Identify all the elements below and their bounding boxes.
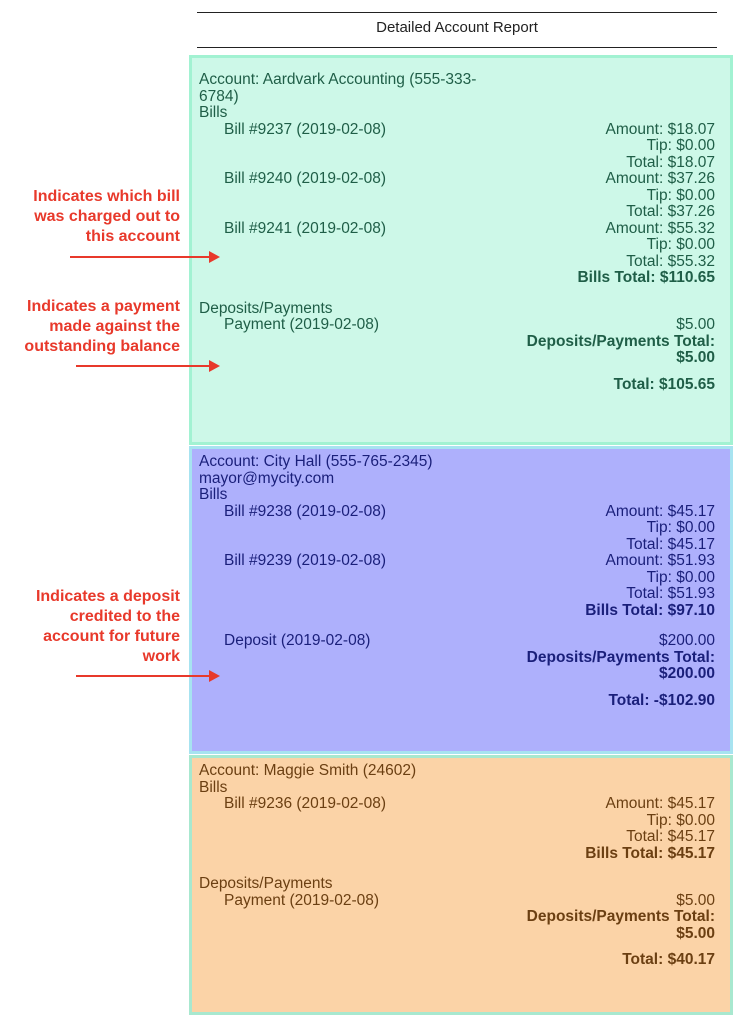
bill-label: Bill #9238 (2019-02-08): [224, 502, 386, 520]
account-section-city-hall: [189, 446, 733, 754]
bill-row: [199, 171, 715, 221]
arrow-right-icon: [76, 365, 210, 367]
bill-amounts: [606, 553, 715, 603]
deposit-amount: $5.00: [676, 316, 715, 333]
bill-tip: Tip: $0.00: [646, 811, 715, 829]
bill-total: Total: $45.17: [626, 535, 715, 553]
deposits-total-label: Deposits/Payments Total:: [526, 332, 715, 350]
deposits-total-label: Deposits/Payments Total:: [526, 648, 715, 666]
annotation-deposit: Indicates a deposit credited to the account for future work: [35, 588, 180, 665]
annotation-bill-charged: Indicates which bill was charged out to this account: [33, 188, 180, 245]
report-title: Detailed Account Report: [376, 19, 538, 36]
bill-label: Bill #9236 (2019-02-08): [224, 795, 386, 812]
bills-total: Bills Total: $97.10: [585, 601, 715, 619]
bill-amounts: [606, 796, 715, 846]
account-grand-total: Total: $105.65: [613, 375, 715, 393]
deposit-label: Payment (2019-02-08): [224, 316, 380, 333]
deposit-row: [199, 633, 715, 650]
bill-tip: Tip: $0.00: [646, 186, 715, 204]
bill-amount: Amount: $55.32: [605, 219, 715, 237]
bill-tip: Tip: $0.00: [646, 519, 715, 536]
bill-label: Bill #9239 (2019-02-08): [224, 552, 386, 569]
bill-label: Bill #9240 (2019-02-08): [224, 170, 386, 187]
deposits-total-value: $5.00: [676, 924, 715, 942]
bill-tip: Tip: $0.00: [646, 568, 715, 586]
deposit-row: [199, 317, 715, 334]
arrow-right-icon: [76, 675, 210, 677]
bill-total: Total: $37.26: [626, 203, 715, 220]
bill-amount: Amount: $51.93: [605, 552, 715, 569]
bill-row: [199, 122, 715, 172]
deposit-amount: $200.00: [658, 632, 715, 649]
bills-heading: Bills: [199, 486, 228, 503]
account-section-maggie-smith: [189, 755, 733, 1015]
account-name: Account: Maggie Smith (24602): [199, 762, 417, 779]
bills-heading: Bills: [199, 104, 228, 121]
bill-amounts: [606, 171, 715, 221]
bill-amounts: [606, 221, 715, 271]
bill-total: Total: $51.93: [626, 585, 715, 602]
annotation-payment: Indicates a payment made against the outstanding balance: [24, 298, 180, 355]
bills-heading: Bills: [199, 778, 228, 796]
bill-amount: Amount: $18.07: [605, 120, 715, 138]
title-rule-bottom: [197, 47, 717, 48]
bill-row: [199, 221, 715, 271]
bill-label: Bill #9241 (2019-02-08): [224, 219, 386, 237]
deposit-label: Payment (2019-02-08): [224, 891, 380, 909]
bill-row: [199, 504, 715, 554]
deposits-heading: Deposits/Payments: [199, 875, 333, 892]
deposit-label: Deposit (2019-02-08): [224, 632, 371, 649]
bill-total: Total: $18.07: [626, 153, 715, 171]
bill-tip: Tip: $0.00: [646, 236, 715, 253]
bills-total: Bills Total: $110.65: [577, 269, 715, 286]
bill-row: [199, 553, 715, 603]
bill-amount: Amount: $45.17: [605, 795, 715, 812]
account-name: Account: Aardvark Accounting (555-333-6784): [199, 71, 477, 105]
bill-total: Total: $55.32: [626, 252, 715, 270]
deposits-total-value: $200.00: [658, 665, 715, 682]
bill-row: [199, 796, 715, 846]
deposit-amount: $5.00: [676, 891, 715, 909]
bill-amount: Amount: $37.26: [605, 170, 715, 187]
bill-amounts: [606, 504, 715, 554]
bills-total: Bills Total: $45.17: [585, 844, 715, 862]
deposits-total-value: $5.00: [676, 349, 715, 366]
account-name: Account: City Hall (555-765-2345): [199, 453, 433, 470]
account-grand-total: Total: -$102.90: [608, 691, 715, 709]
bill-tip: Tip: $0.00: [646, 137, 715, 154]
account-section-aardvark: [189, 55, 733, 445]
account-grand-total: Total: $40.17: [622, 951, 715, 968]
bill-amounts: [606, 122, 715, 172]
arrow-right-icon: [70, 256, 210, 258]
title-rule-top: [197, 12, 717, 13]
bill-label: Bill #9237 (2019-02-08): [224, 120, 386, 138]
bill-amount: Amount: $45.17: [605, 502, 715, 520]
deposit-row: [199, 893, 715, 910]
deposits-total-label: Deposits/Payments Total:: [526, 908, 715, 925]
deposits-heading: Deposits/Payments: [199, 299, 333, 317]
bill-total: Total: $45.17: [626, 828, 715, 845]
account-email: mayor@mycity.com: [199, 469, 335, 487]
